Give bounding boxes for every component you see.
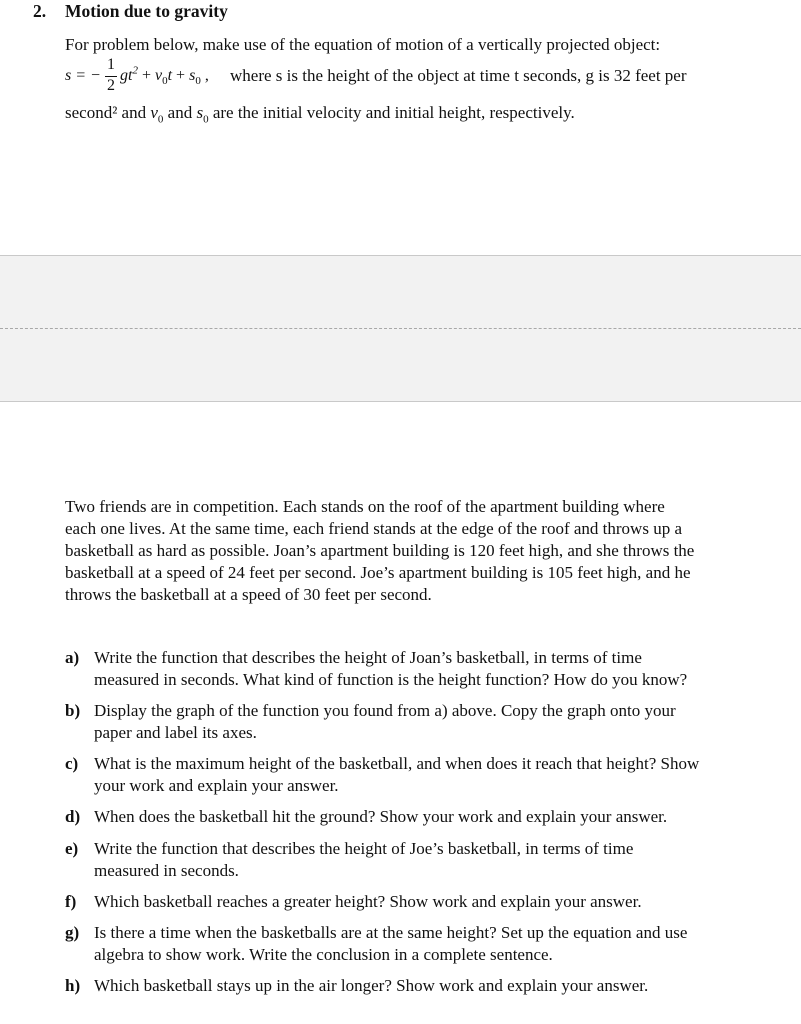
var-t: t (167, 67, 173, 84)
var-v: v (154, 67, 163, 84)
equation-description: where s is the height of the object at time t seconds, g is 32 feet per (230, 66, 687, 85)
section-heading (33, 0, 228, 22)
question-label: g) (65, 923, 80, 942)
line3-mid: and (163, 103, 197, 122)
question-line: Which basketball stays up in the air longer? Show work and explain your answer. (94, 976, 649, 995)
question-line: Display the graph of the function you found from a) above. Copy the graph onto your (94, 701, 676, 720)
scenario-line: each one lives. At the same time, each friend stands at the edge of the roof and throws up a (65, 519, 682, 538)
section-number: 2. (33, 1, 47, 21)
var-v: v (150, 103, 158, 122)
question-line: measured in seconds. (94, 861, 239, 880)
exponent: 2 (132, 64, 138, 77)
question-line: Which basketball reaches a greater height? Show work and explain your answer. (94, 892, 642, 911)
line3-post: are the initial velocity and initial height, respectively. (208, 103, 575, 122)
line3-pre: second² and (65, 103, 151, 122)
subscript: 0 (203, 113, 209, 126)
question-line: Is there a time when the basketballs are at the same height? Set up the equation and use (94, 923, 688, 942)
plus-sign: + (172, 67, 190, 84)
fraction-numerator: 1 (107, 56, 115, 73)
var-g: g (120, 67, 128, 84)
question-line: measured in seconds. What kind of function is the height function? How do you know? (94, 670, 688, 689)
question-line: algebra to show work. Write the conclusion in a complete sentence. (94, 945, 553, 964)
question-line: paper and label its axes. (94, 723, 257, 742)
dashed-divider (0, 328, 801, 329)
var-s: s (189, 67, 196, 84)
scenario-line: throws the basketball at a speed of 30 feet per second. (65, 585, 432, 604)
section-title: Motion due to gravity (65, 1, 228, 21)
subscript: 0 (162, 75, 168, 88)
initial-values-text (65, 102, 575, 124)
question-label: a) (65, 648, 80, 667)
question-label: e) (65, 839, 79, 858)
gray-band (0, 255, 801, 402)
question-label: b) (65, 701, 81, 720)
question-label: f) (65, 892, 77, 911)
intro-text: For problem below, make use of the equation of motion of a vertically projected object: (65, 35, 661, 54)
subscript: 0 (195, 75, 201, 88)
equation-s-equals: s = − (65, 67, 101, 84)
question-line: Write the function that describes the height of Joan’s basketball, in terms of time (94, 648, 642, 667)
scenario-line: basketball at a speed of 24 feet per second. Joe’s apartment building is 105 feet high, and he (65, 563, 691, 582)
question-line: Write the function that describes the height of Joe’s basketball, in terms of time (94, 839, 634, 858)
fraction-denominator: 2 (107, 77, 115, 94)
question-line: When does the basketball hit the ground? Show your work and explain your answer. (94, 807, 668, 826)
question-line: What is the maximum height of the basketball, and when does it reach that height? Show (94, 754, 700, 773)
question-label: h) (65, 976, 81, 995)
scenario-line: Two friends are in competition. Each stands on the roof of the apartment building where (65, 497, 665, 516)
scenario-line: basketball as hard as possible. Joan’s apartment building is 120 feet high, and she throws the (65, 541, 695, 560)
equation-terms (120, 64, 209, 88)
var-t: t (128, 67, 133, 84)
var-s: s (196, 103, 204, 122)
plus-sign: + (137, 67, 155, 84)
comma: , (200, 67, 209, 84)
question-label: c) (65, 754, 79, 773)
subscript: 0 (157, 113, 164, 126)
question-line: your work and explain your answer. (94, 776, 339, 795)
question-label: d) (65, 807, 81, 826)
